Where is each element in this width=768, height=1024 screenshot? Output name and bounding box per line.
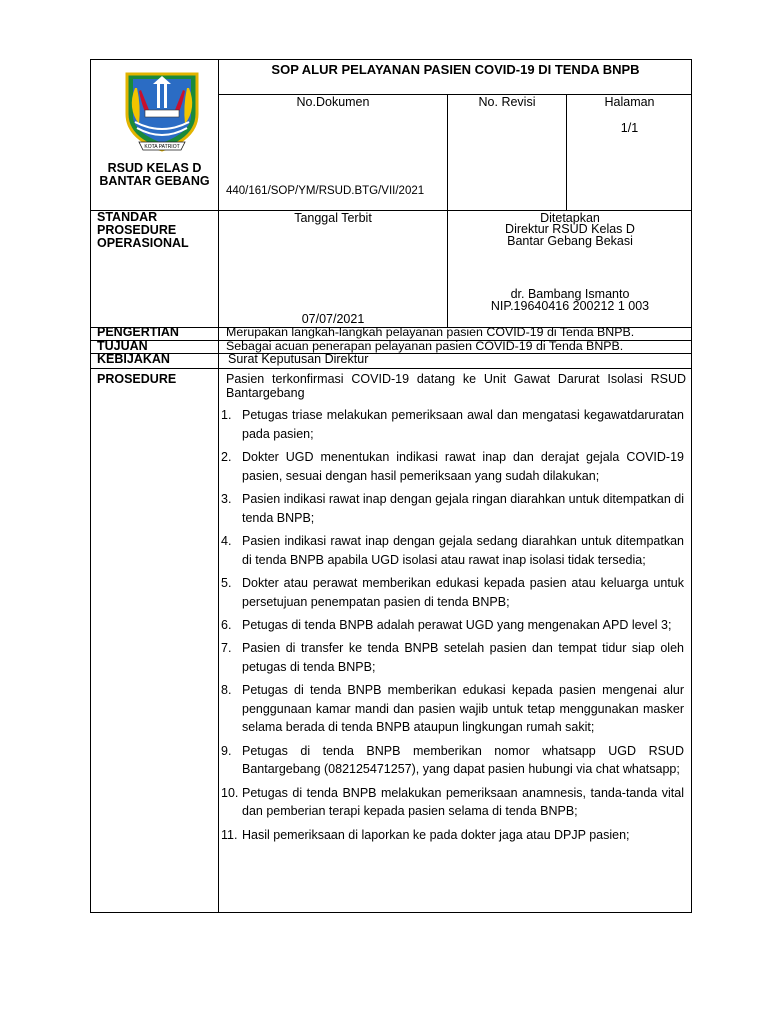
step-text: Pasien indikasi rawat inap dengan gejala ringan diarahkan untuk ditempatkan di tenda BNPB; bbox=[242, 491, 684, 525]
ditetapkan-line-3: Bantar Gebang Bekasi bbox=[507, 234, 633, 248]
procedure-step bbox=[221, 532, 684, 569]
step-number: 6 . bbox=[221, 616, 240, 635]
procedure-steps bbox=[221, 406, 684, 849]
sop-label-line-2: PROSEDURE bbox=[97, 223, 177, 237]
no-revisi-label: No. Revisi bbox=[478, 95, 536, 109]
tanggal-terbit-label: Tanggal Terbit bbox=[294, 211, 372, 225]
ditetapkan-line-1: Ditetapkan bbox=[540, 211, 600, 225]
step-number: 11 . bbox=[221, 826, 240, 845]
kebijakan-label: KEBIJAKAN bbox=[97, 352, 170, 366]
no-dokumen-label: No.Dokumen bbox=[296, 95, 370, 109]
procedure-step bbox=[221, 826, 684, 845]
procedure-step bbox=[221, 742, 684, 779]
procedure-step bbox=[221, 406, 684, 443]
procedure-step bbox=[221, 490, 684, 527]
institution-name-line-2: BANTAR GEBANG bbox=[99, 174, 210, 188]
step-text: Petugas di tenda BNPB memberikan edukasi kepada pasien mengenai alur penggunaan kamar mandi dan pasien wajib untuk tetap menggunakan masker selama berada di tenda BNPB ataupun lingkungan rumah sakit; bbox=[242, 683, 684, 735]
column-divider bbox=[218, 60, 219, 913]
sop-document bbox=[90, 59, 692, 913]
step-text: Dokter UGD menentukan indikasi rawat inap dan derajat gejala COVID-19 pasien, sesuai dengan hasil pemeriksaan yang sudah dilakukan; bbox=[242, 449, 684, 483]
institution-name-line-1: RSUD KELAS D bbox=[107, 161, 202, 175]
step-number: 2 . bbox=[221, 448, 240, 467]
step-number: 10 . bbox=[221, 784, 240, 803]
step-number: 1 . bbox=[221, 406, 240, 425]
signatory-nip: NIP.19640416 200212 1 003 bbox=[490, 299, 650, 313]
halaman-label: Halaman bbox=[604, 95, 655, 109]
tujuan-text: Sebagai acuan penerapan pelayanan pasien COVID-19 di Tenda BNPB. bbox=[226, 339, 624, 353]
prosedure-intro: Pasien terkonfirmasi COVID-19 datang ke Unit Gawat Darurat Isolasi RSUD Bantargebang bbox=[226, 372, 686, 400]
prosedure-label: PROSEDURE bbox=[97, 372, 177, 386]
hospital-logo bbox=[119, 66, 205, 154]
step-text: Dokter atau perawat memberikan edukasi kepada pasien atau keluarga untuk persetujuan penempatan pasien di tenda BNPB; bbox=[242, 575, 684, 609]
tanggal-terbit-value: 07/07/2021 bbox=[301, 312, 365, 326]
pengertian-text: Merupakan langkah-langkah pelayanan pasien COVID-19 di Tenda BNPB. bbox=[226, 325, 635, 339]
step-text: Petugas di tenda BNPB adalah perawat UGD yang mengenakan APD level 3; bbox=[242, 617, 672, 632]
pengertian-label: PENGERTIAN bbox=[97, 325, 179, 339]
step-text: Hasil pemeriksaan di laporkan ke pada dokter jaga atau DPJP pasien; bbox=[242, 827, 630, 842]
step-number: 9 . bbox=[221, 742, 240, 761]
column-divider bbox=[566, 94, 567, 210]
procedure-step bbox=[221, 574, 684, 611]
procedure-step bbox=[221, 639, 684, 676]
step-text: Pasien indikasi rawat inap dengan gejala sedang diarahkan untuk ditempatkan di tenda BNPB apabila UGD isolasi atau rawat inap isolasi tidak tersedia; bbox=[242, 533, 684, 567]
document-title: SOP ALUR PELAYANAN PASIEN COVID-19 DI TENDA BNPB bbox=[271, 62, 640, 77]
procedure-step bbox=[221, 681, 684, 737]
procedure-step bbox=[221, 448, 684, 485]
ditetapkan-line-2: Direktur RSUD Kelas D bbox=[505, 222, 635, 236]
signatory-name: dr. Bambang Ismanto bbox=[510, 287, 630, 301]
procedure-step bbox=[221, 784, 684, 821]
step-text: Petugas di tenda BNPB memberikan nomor whatsapp UGD RSUD Bantargebang (082125471257), yang dapat pasien hubungi via chat whatsapp; bbox=[242, 743, 684, 777]
row-divider bbox=[91, 368, 692, 369]
step-number: 8 . bbox=[221, 681, 240, 700]
procedure-step bbox=[221, 616, 684, 635]
step-text: Pasien di transfer ke tenda BNPB setelah pasien dan tempat tidur siap oleh petugas di tenda BNPB; bbox=[242, 641, 684, 674]
step-text: Petugas triase melakukan pemeriksaan awal dan mengatasi kegawatdaruratan pada pasien; bbox=[242, 408, 684, 441]
kebijakan-text: Surat Keputusan Direktur bbox=[228, 352, 369, 366]
halaman-value: 1/1 bbox=[620, 121, 639, 135]
sop-label-line-3: OPERASIONAL bbox=[97, 236, 189, 250]
step-number: 7 . bbox=[221, 639, 240, 658]
step-number: 5 . bbox=[221, 574, 240, 593]
no-dokumen-value: 440/161/SOP/YM/RSUD.BTG/VII/2021 bbox=[226, 185, 425, 197]
logo-banner-text: KOTA PATRIOT bbox=[144, 144, 180, 150]
tujuan-label: TUJUAN bbox=[97, 339, 148, 353]
step-number: 4 . bbox=[221, 532, 240, 551]
sop-label-line-1: STANDAR bbox=[97, 210, 158, 224]
step-number: 3 . bbox=[221, 490, 240, 509]
step-text: Petugas di tenda BNPB melakukan pemeriksaan anamnesis, tanda-tanda vital dan pemberian terapi kepada pasien selama di tenda BNPB; bbox=[242, 785, 684, 819]
